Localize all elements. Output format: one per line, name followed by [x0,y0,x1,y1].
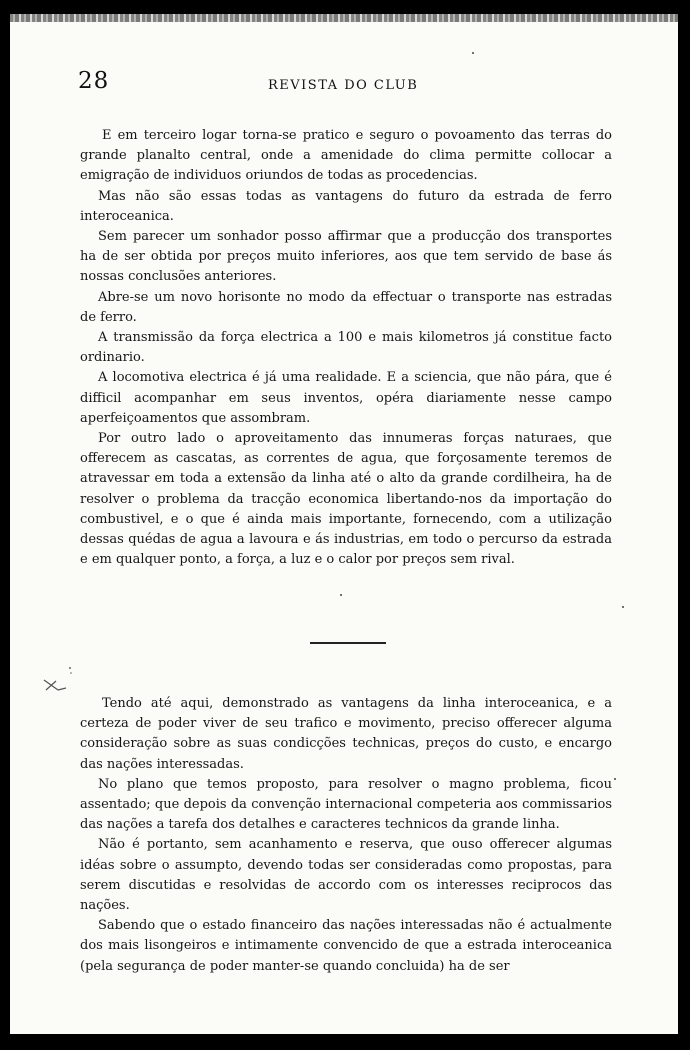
section-divider [310,642,386,644]
running-title: REVISTA DO CLUB [268,78,419,93]
paragraph: Sabendo que o estado financeiro das nações interessadas não é actualmente dos mais lisongeiros e intimamente convencido de que a estrada interoceanica (pela segurança de poder manter-se quando concluida) ha de ser [80,918,612,974]
paragraph: Tendo até aqui, demonstrado as vantagens da linha interoceanica, e a certeza de poder viver de seu trafico e movimento, preciso offerecer alguma consideração sobre as suas condicções technicas, preços do custo, e encargo das nações interessadas. [80,696,612,772]
page-top-edge [10,14,678,22]
page-header [78,68,618,102]
paragraph: Abre-se um novo horisonte no modo da effectuar o transporte nas estradas de ferro. [80,289,612,325]
paragraph: Por outro lado o aproveitamento das innumeras forças naturaes, que offerecem as cascatas, as correntes de agua, que forçosamente teremos de atravessar em toda a extensão da linha até o alto da grande cordilheira, ha de resolver o problema da tracção economica libertando-nos da importação do combustivel, e o que é ainda mais importante, fornecendo, com a utilização dessas quédas de agua a lavoura e ás industrias, em todo o percurso da estrada e em qualquer ponto, a força, a luz e o calor por preços sem rival. [80,431,612,568]
paragraph: E em terceiro logar torna-se pratico e seguro o povoamento das terras do grande planalto central, onde a amenidade do clima permitte collocar a emigração de individuos oriundos de todas as procedencias. [80,128,612,184]
page-number: 28 [78,68,110,94]
section-two [80,694,612,977]
scan-speck [622,606,624,608]
paragraph: A locomotiva electrica é já uma realidade. E a sciencia, que não pára, que é difficil acompanhar em seus inventos, opéra diariamente nesse campo aperfeiçoamentos que assombram. [80,370,612,426]
paragraph: Sem parecer um sonhador posso affirmar que a producção dos transportes ha de ser obtida por preços muito inferiores, aos que tem servido de base ás nossas conclusões anteriores. [80,229,612,285]
paragraph: Mas não são essas todas as vantagens do futuro da estrada de ferro interoceanica. [80,188,612,224]
scan-speck [472,52,474,54]
margin-annotation-mark [40,664,80,700]
scan-speck [340,594,342,596]
paragraph: No plano que temos proposto, para resolver o magno problema, ficou assentado; que depois da convenção internacional competeria aos commissarios das nações a tarefa dos detalhes e caracteres technicos da grande linha. [80,776,612,833]
paragraph: A transmissão da força electrica a 100 e mais kilometros já constitue facto ordinario. [80,330,612,366]
scan-speck [614,778,616,780]
pencil-mark-icon [40,664,80,700]
section-one [80,126,612,570]
paragraph: Não é portanto, sem acanhamento e reserva, que ouso offerecer algumas idéas sobre o assumpto, devendo todas ser consideradas como propostas, para serem discutidas e resolvidas de accordo com os interesses reciprocos das nações. [80,837,612,914]
scanned-page [10,14,678,1034]
